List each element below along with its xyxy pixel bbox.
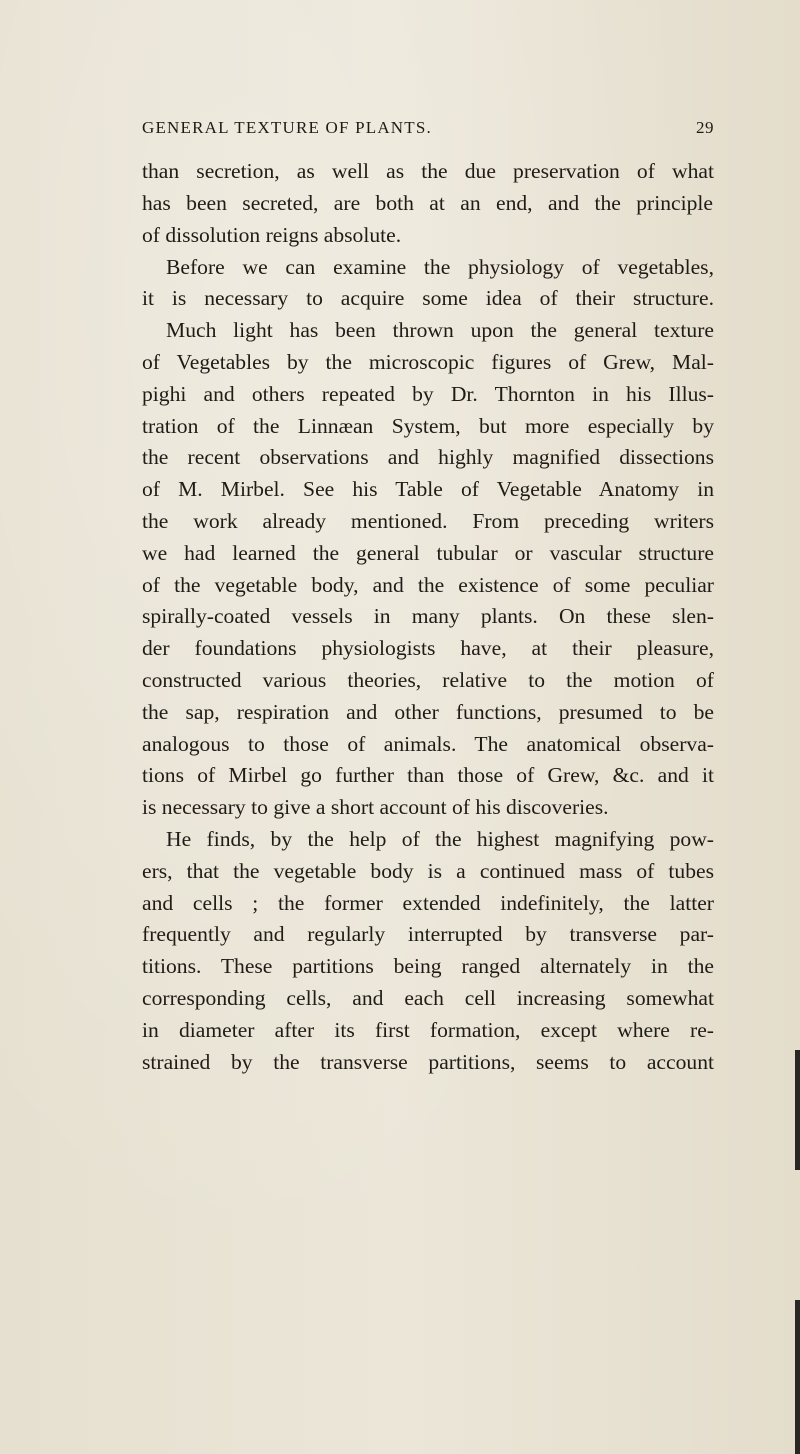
running-head: GENERAL TEXTURE OF PLANTS. (142, 118, 432, 137)
text-line: it is necessary to acquire some idea of their structure. (142, 286, 714, 310)
text-line: of dissolution reigns absolute. (142, 223, 402, 247)
text-line: ers, that the vegetable body is a continued mass of tubes (142, 859, 714, 883)
text-line: the recent observations and highly magnified dissections (142, 445, 714, 469)
text-line: constructed various theories, relative to the motion of (142, 668, 714, 692)
text-line: spirally-coated vessels in many plants. On these slen- (142, 604, 714, 628)
text-line: analogous to those of animals. The anatomical observa- (142, 732, 714, 756)
page-edge-shadow (795, 1050, 800, 1170)
text-line: der foundations physiologists have, at their pleasure, (142, 636, 714, 660)
text-line: Before we can examine the physiology of vegetables, (166, 255, 714, 279)
text-line: strained by the transverse partitions, seems to account (142, 1050, 714, 1074)
text-line: corresponding cells, and each cell increasing somewhat (142, 986, 714, 1010)
text-line: than secretion, as well as the due preservation of what (142, 159, 714, 183)
text-line: has been secreted, are both at an end, and the principle (142, 191, 713, 215)
text-line: and cells ; the former extended indefinitely, the latter (142, 891, 714, 915)
text-line: in diameter after its first formation, except where re- (142, 1018, 714, 1042)
page-header (142, 118, 714, 142)
text-line: titions. These partitions being ranged alternately in the (142, 954, 714, 978)
text-line: He finds, by the help of the highest magnifying pow- (166, 827, 714, 851)
text-line: the work already mentioned. From preceding writers (142, 509, 714, 533)
page-edge-shadow (795, 1300, 800, 1454)
text-line: of M. Mirbel. See his Table of Vegetable Anatomy in (142, 477, 714, 501)
text-line: tration of the Linnæan System, but more especially by (142, 414, 714, 438)
text-line: Much light has been thrown upon the general texture (166, 318, 714, 342)
text-line: frequently and regularly interrupted by transverse par- (142, 922, 714, 946)
text-line: of the vegetable body, and the existence of some peculiar (142, 573, 714, 597)
text-line: pighi and others repeated by Dr. Thornton in his Illus- (142, 382, 714, 406)
text-line: is necessary to give a short account of his discoveries. (142, 795, 609, 819)
text-line: the sap, respiration and other functions, presumed to be (142, 700, 714, 724)
page-number: 29 (696, 118, 714, 137)
text-line: of Vegetables by the microscopic figures of Grew, Mal- (142, 350, 714, 374)
text-line: we had learned the general tubular or vascular structure (142, 541, 714, 565)
text-line: tions of Mirbel go further than those of Grew, &c. and it (142, 763, 714, 787)
